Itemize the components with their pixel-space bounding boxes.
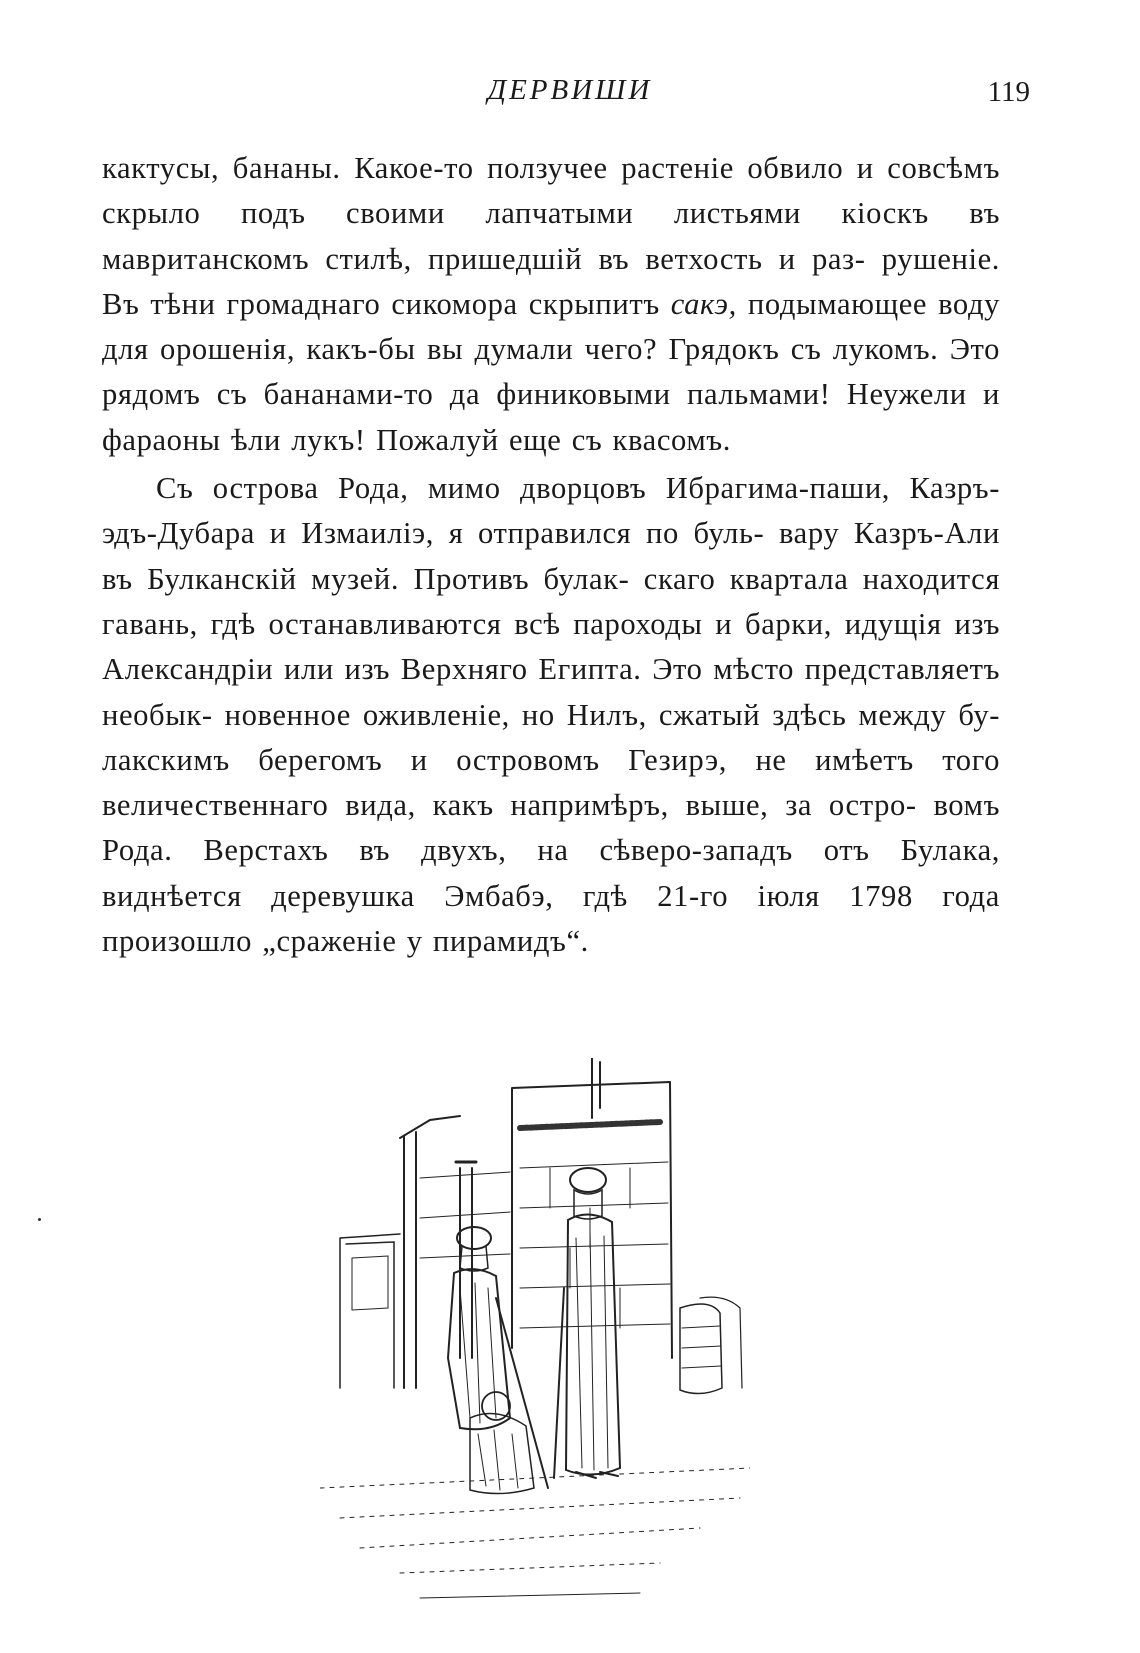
text-line: въ мавританскомъ стилѣ, пришедшій въ ветхость и раз- xyxy=(102,196,1000,276)
text-line: скаго квартала находится гавань, гдѣ останавливаются xyxy=(102,561,1001,641)
paragraph-2 xyxy=(102,466,1000,964)
engraving-illustration xyxy=(320,1058,750,1603)
text-line: совсѣмъ скрыло подъ своими лапчатыми листьями кіоскъ xyxy=(102,151,1000,231)
text-line: новенное оживленіе, но Нилъ, сжатый здѣсь между бу- xyxy=(224,697,1001,732)
text-line: вару Казръ-Али въ Булканскій музей. Противъ булак- xyxy=(102,516,1000,596)
text-line: изъ Верхняго Египта. Это мѣсто представляетъ необык- xyxy=(102,652,1001,732)
text-line: Булака, виднѣется деревушка Эмбабэ, гдѣ 21-го іюля xyxy=(102,833,1000,913)
italic-term: сакэ, xyxy=(670,286,737,321)
running-title: ДЕРВИШИ xyxy=(487,74,653,106)
text-line: рушеніе. Въ тѣни громаднаго сикомора скрыпитъ xyxy=(102,241,1001,321)
text-line: всѣ пароходы и барки, идущія изъ Александріи или xyxy=(102,606,1001,687)
text-line: вомъ Рода. Верстахъ въ двухъ, на сѣверо-западъ отъ xyxy=(102,788,1000,868)
text-line: кактусы, бананы. Какое-то ползучее растеніе обвило и xyxy=(102,151,874,185)
print-speck xyxy=(38,1218,41,1221)
text-line: лукъ! Пожалуй еще съ квасомъ. xyxy=(291,422,731,457)
text-line: чего? Грядокъ съ лукомъ. Это рядомъ съ бананами-то xyxy=(102,332,1000,412)
body-text xyxy=(102,146,1000,964)
text-line: подымающее воду для орошенія, какъ-бы вы думали xyxy=(102,286,1001,367)
text-line: лакскимъ берегомъ и островомъ Гезирэ, не имѣетъ того xyxy=(102,742,1000,777)
text-line: да финиковыми пальмами! Неужели и фараоны ѣли xyxy=(102,377,1001,457)
text-line: Съ острова Рода, мимо дворцовъ Ибрагима-паши, xyxy=(156,471,891,506)
engraving-dervishes-image xyxy=(320,1058,750,1603)
text-line: величественнаго вида, какъ напримѣръ, выше, за остро- xyxy=(102,788,917,823)
text-line: 1798 года произошло „сраженіе у пирамидъ“. xyxy=(102,878,1000,959)
page-number: 119 xyxy=(987,76,1030,108)
text-line: Казръ-эдъ-Дубара и Измаиліэ, я отправился по буль- xyxy=(102,471,1001,551)
paragraph-1 xyxy=(102,146,1000,463)
